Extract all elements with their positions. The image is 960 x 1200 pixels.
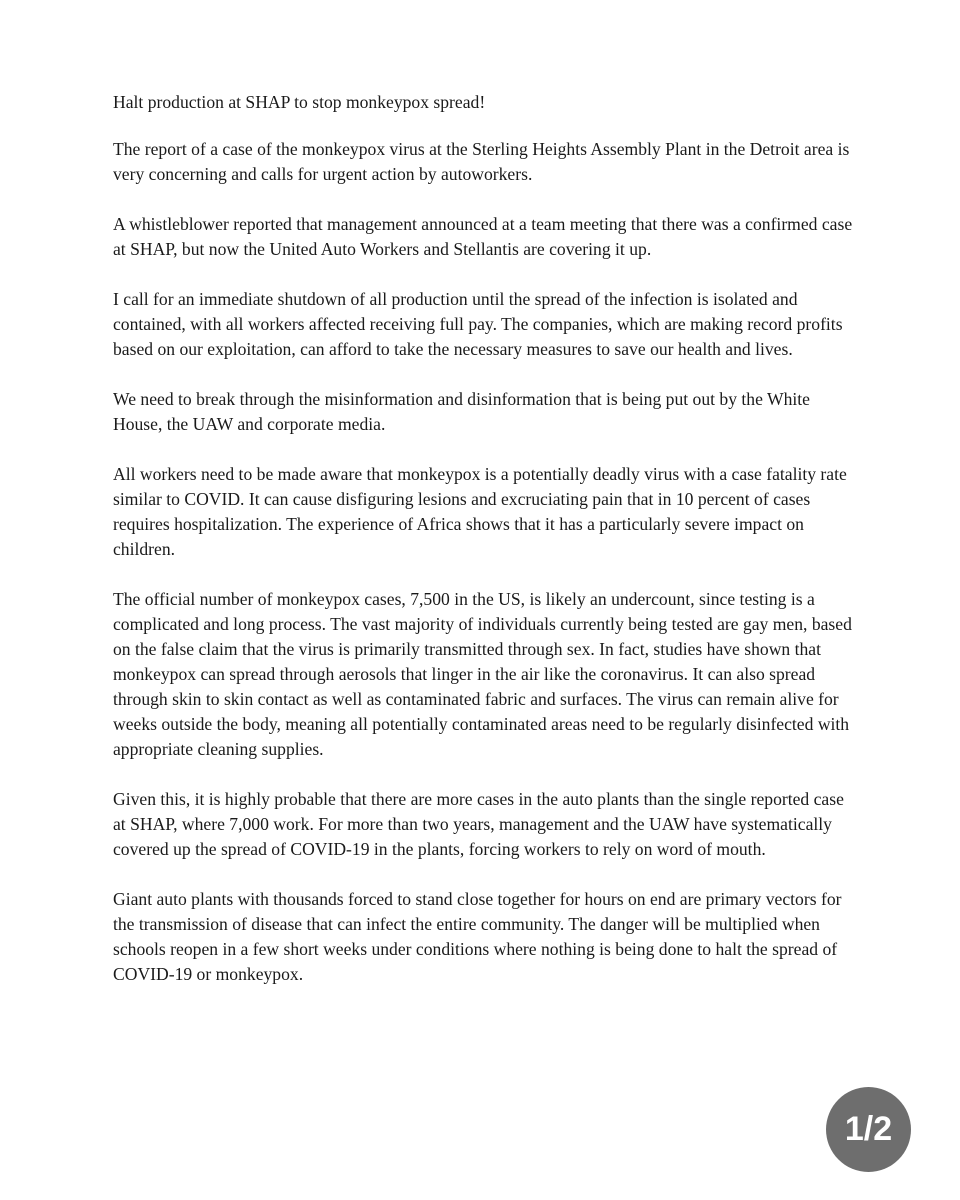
- paragraph: A whistleblower reported that management announced at a team meeting that there was a confirmed case at SHAP, but now the United Auto Workers and Stellantis are covering it up.: [113, 214, 853, 259]
- paragraph: Giant auto plants with thousands forced to stand close together for hours on end are primary vectors for the transmission of disease that can infect the entire community. The danger will be multiplied when schools reopen in a few short weeks under conditions where nothing is being done to halt the spread of COVID-19 or monkeypox.: [113, 889, 842, 984]
- paragraph: The report of a case of the monkeypox virus at the Sterling Heights Assembly Plant in the Detroit area is very concerning and calls for urgent action by autoworkers.: [113, 139, 850, 184]
- paragraph: Given this, it is highly probable that there are more cases in the auto plants than the single reported case at SHAP, where 7,000 work. For more than two years, management and the UAW have systematically covered up the spread of COVID-19 in the plants, forcing workers to rely on word of mouth.: [113, 789, 844, 859]
- paragraph: All workers need to be made aware that monkeypox is a potentially deadly virus with a case fatality rate similar to COVID. It can cause disfiguring lesions and excruciating pain that in 10 percent of cases requires hospitalization. The experience of Africa shows that it has a particularly severe impact on children.: [113, 464, 847, 559]
- document-title: Halt production at SHAP to stop monkeypox spread!: [113, 92, 486, 112]
- paragraph: The official number of monkeypox cases, 7,500 in the US, is likely an undercount, since testing is a complicated and long process. The vast majority of individuals currently being tested are gay men, based on the false claim that the virus is primarily transmitted through sex. In fact, studies have shown that monkeypox can spread through aerosols that linger in the air like the coronavirus. It can also spread through skin to skin contact as well as contaminated fabric and surfaces. The virus can remain alive for weeks outside the body, meaning all potentially contaminated areas need to be regularly disinfected with appropriate cleaning supplies.: [113, 589, 852, 759]
- paragraph: We need to break through the misinformation and disinformation that is being put out by the White House, the UAW and corporate media.: [113, 389, 810, 434]
- paragraph: I call for an immediate shutdown of all production until the spread of the infection is isolated and contained, with all workers affected receiving full pay. The companies, which are making record profits based on our exploitation, can afford to take the necessary measures to save our health and lives.: [113, 289, 843, 359]
- page-indicator-badge: 1/2: [826, 1087, 911, 1172]
- document-body: [113, 90, 853, 1012]
